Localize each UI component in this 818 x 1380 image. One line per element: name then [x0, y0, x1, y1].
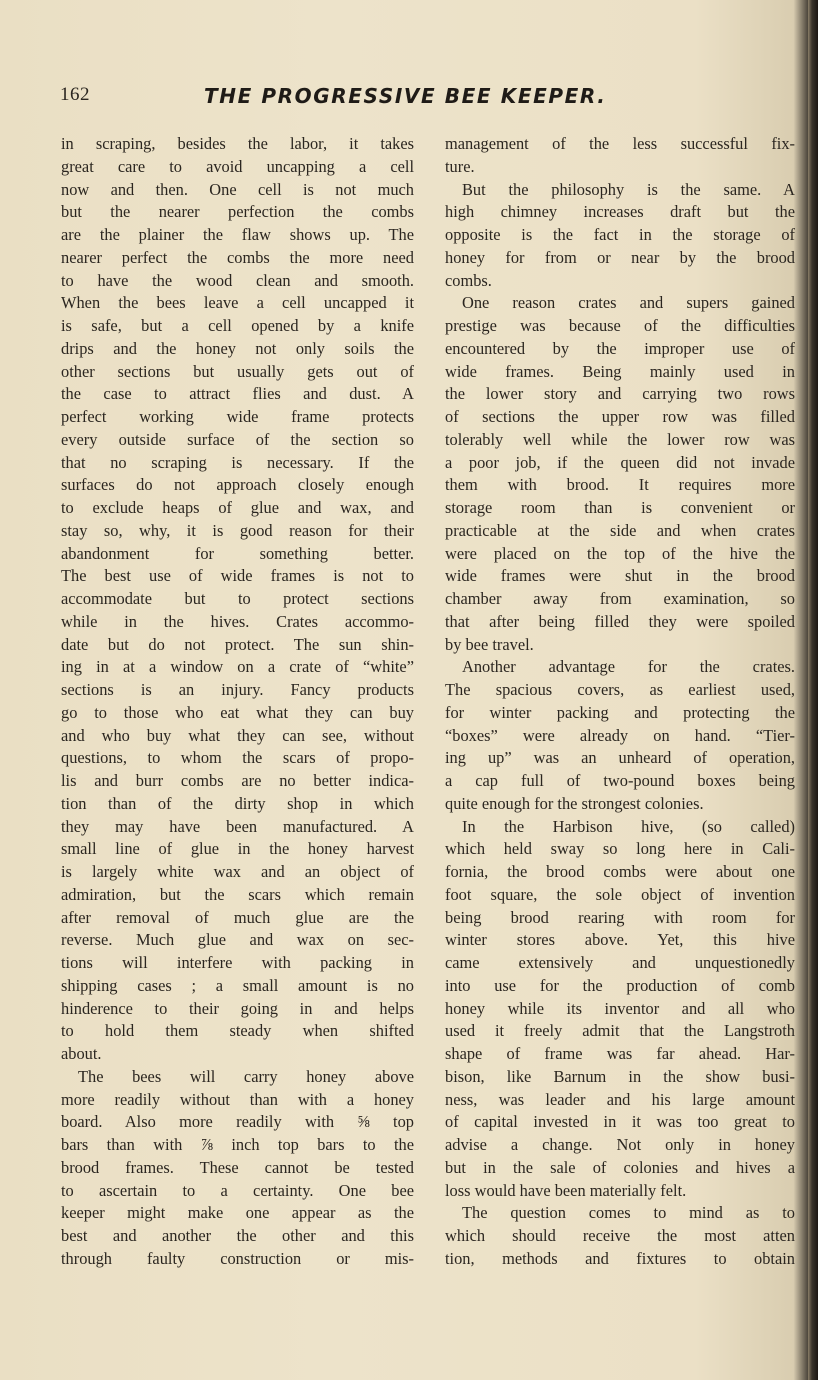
text-line: now and then. One cell is not much: [61, 179, 414, 199]
text-line: brood frames. These cannot be tested: [61, 1157, 414, 1177]
text-line: more readily without than with a honey: [61, 1089, 414, 1109]
text-line: came extensively and unquestionedly: [445, 953, 795, 972]
text-line: ture.: [445, 156, 475, 176]
text-line: used it freely admit that the Langstroth: [445, 1021, 795, 1041]
book-spine-edge: [808, 0, 818, 1380]
text-line: fornia, the brood combs were about one: [445, 862, 795, 881]
text-line: ness, was leader and his large amount: [445, 1089, 795, 1109]
text-line: The bees will carry honey above: [78, 1066, 414, 1086]
text-line: honey while its inventor and all who: [445, 998, 795, 1018]
text-line: but in the sale of colonies and hives a: [445, 1157, 795, 1177]
page-header: [60, 84, 680, 114]
text-line: bars than with ⅞ inch top bars to the: [61, 1135, 414, 1154]
text-line: tion than of the dirty shop in which: [61, 793, 414, 813]
text-line: in scraping, besides the labor, it takes: [61, 134, 414, 153]
text-line: tolerably well while the lower row was: [445, 429, 795, 449]
text-line: perfect working wide frame protects: [61, 407, 414, 426]
text-line: of capital invested in it was too great to: [445, 1112, 795, 1132]
text-line: the lower story and carrying two rows: [445, 384, 795, 404]
text-line: a poor job, if the queen did not invade: [445, 452, 795, 472]
text-line: admiration, but the scars which remain: [61, 884, 414, 904]
text-line: go to those who eat what they can buy: [61, 702, 414, 722]
text-line: but the nearer perfection the combs: [61, 202, 414, 222]
text-line: ing up” was an unheard of operation,: [445, 748, 795, 768]
text-line: that no scraping is necessary. If the: [61, 452, 414, 472]
text-line: wide frames were shut in the brood: [445, 566, 795, 586]
page-number: 162: [60, 84, 90, 105]
text-line: for winter packing and protecting the: [445, 702, 795, 722]
text-line: about.: [61, 1044, 102, 1063]
text-line: advise a change. Not only in honey: [445, 1135, 795, 1154]
text-line: ing in at a window on a crate of “white”: [61, 657, 414, 677]
text-line: quite enough for the strongest colonies.: [445, 793, 704, 813]
text-line: foot square, the sole object of invention: [445, 884, 795, 904]
text-line: of sections the upper row was filled: [445, 407, 795, 426]
text-line: encountered by the improper use of: [445, 338, 795, 358]
text-line: surfaces do not approach closely enough: [61, 475, 414, 495]
text-line: “boxes” were already on hand. “Tier-: [445, 725, 795, 745]
text-line: every outside surface of the section so: [61, 429, 414, 449]
text-line: them with brood. It requires more: [445, 475, 795, 495]
text-line: stay so, why, it is good reason for their: [61, 520, 414, 540]
text-line: which held sway so long here in Cali-: [445, 839, 795, 859]
text-line: are the plainer the flaw shows up. The: [61, 225, 414, 244]
text-line: One reason crates and supers gained: [462, 293, 795, 313]
text-line: that after being filled they were spoiled: [445, 611, 795, 631]
text-line: In the Harbison hive, (so called): [462, 816, 795, 836]
text-line: Another advantage for the crates.: [462, 657, 795, 677]
text-line: storage room than is convenient or: [445, 498, 795, 517]
text-line: to have the wood clean and smooth.: [61, 270, 414, 290]
text-line: sections is an injury. Fancy products: [61, 680, 414, 699]
text-line: which should receive the most atten: [445, 1226, 795, 1245]
left-text-column: [61, 133, 414, 1271]
text-line: were placed on the top of the hive the: [445, 543, 795, 563]
text-line: to hold them steady when shifted: [61, 1021, 414, 1041]
text-line: The spacious covers, as earliest used,: [445, 680, 795, 699]
text-line: high chimney increases draft but the: [445, 202, 795, 222]
text-line: abandonment for something better.: [61, 543, 414, 563]
text-line: to ascertain to a certainty. One bee: [61, 1180, 414, 1200]
text-line: after removal of much glue are the: [61, 907, 414, 927]
text-line: to exclude heaps of glue and wax, and: [61, 498, 414, 517]
text-line: best and another the other and this: [61, 1226, 414, 1245]
text-line: is safe, but a cell opened by a knife: [61, 316, 414, 335]
text-line: is largely white wax and an object of: [61, 862, 414, 881]
text-line: The question comes to mind as to: [462, 1203, 795, 1223]
text-line: The best use of wide frames is not to: [61, 566, 414, 586]
text-line: chamber away from examination, so: [445, 589, 795, 608]
text-line: drips and the honey not only soils the: [61, 338, 414, 358]
text-line: date but do not protect. The sun shin-: [61, 634, 414, 654]
text-line: other sections but usually gets out of: [61, 361, 414, 381]
text-line: nearer perfect the combs the more need: [61, 247, 414, 267]
text-line: loss would have been materially felt.: [445, 1180, 687, 1200]
text-line: lis and burr combs are no better indica-: [61, 771, 414, 790]
text-line: practicable at the side and when crates: [445, 520, 795, 540]
text-line: shape of frame was far ahead. Har-: [445, 1044, 795, 1063]
text-line: bison, like Barnum in the show busi-: [445, 1066, 795, 1086]
text-line: shipping cases ; a small amount is no: [61, 975, 414, 995]
text-line: and who buy what they can see, without: [61, 725, 414, 745]
text-line: winter stores above. Yet, this hive: [445, 930, 795, 950]
text-line: being brood rearing with room for: [445, 907, 795, 927]
text-line: accommodate but to protect sections: [61, 589, 414, 608]
text-line: tions will interfere with packing in: [61, 953, 414, 972]
text-line: tion, methods and fixtures to obtain: [445, 1248, 795, 1268]
text-line: management of the less successful fix-: [445, 134, 795, 153]
text-line: When the bees leave a cell uncapped it: [61, 293, 414, 313]
text-line: hinderence to their going in and helps: [61, 998, 414, 1018]
text-line: questions, to whom the scars of propo-: [61, 748, 414, 768]
text-line: keeper might make one appear as the: [61, 1203, 414, 1223]
text-line: while in the hives. Crates accommo-: [61, 611, 414, 631]
text-line: reverse. Much glue and wax on sec-: [61, 930, 414, 950]
text-line: prestige was because of the difficulties: [445, 316, 795, 335]
text-line: they may have been manufactured. A: [61, 816, 414, 836]
text-line: the case to attract flies and dust. A: [61, 384, 414, 404]
right-text-column: [445, 133, 795, 1271]
text-line: opposite is the fact in the storage of: [445, 225, 795, 244]
text-line: wide frames. Being mainly used in: [445, 361, 795, 381]
text-line: honey for from or near by the brood: [445, 247, 795, 267]
text-line: by bee travel.: [445, 634, 534, 654]
text-line: a cap full of two-pound boxes being: [445, 771, 795, 790]
text-line: great care to avoid uncapping a cell: [61, 156, 414, 176]
text-line: into use for the production of comb: [445, 975, 795, 995]
text-line: small line of glue in the honey harvest: [61, 839, 414, 859]
text-line: But the philosophy is the same. A: [462, 179, 795, 199]
text-line: through faulty construction or mis-: [61, 1248, 414, 1268]
text-line: combs.: [445, 270, 492, 290]
running-title: THE PROGRESSIVE BEE KEEPER.: [204, 84, 607, 108]
text-line: board. Also more readily with ⅝ top: [61, 1112, 414, 1132]
